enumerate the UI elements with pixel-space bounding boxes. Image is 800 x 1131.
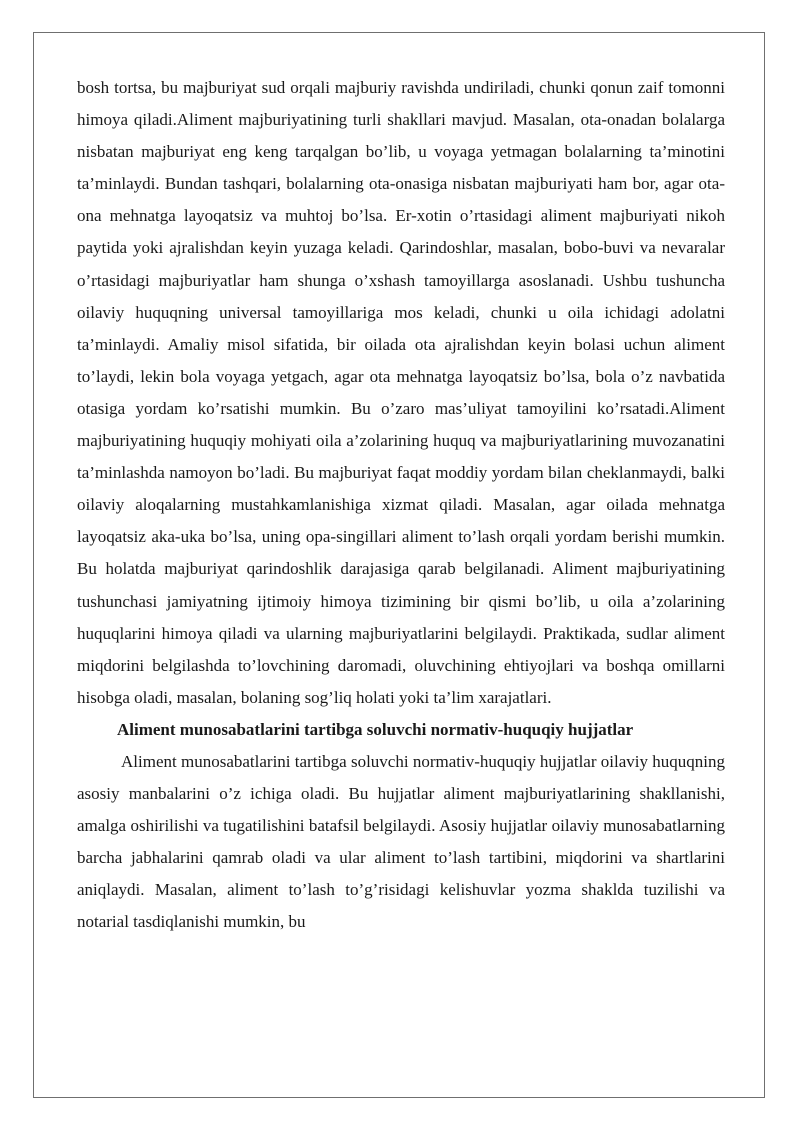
section-heading: Aliment munosabatlarini tartibga soluvchi normativ-huquqiy hujjatlar <box>117 719 634 739</box>
document-body <box>77 72 725 939</box>
body-paragraph: Aliment munosabatlarini tartibga soluvchi normativ-huquqiy hujjatlar oilaviy huquqning asosiy manbalarini o’z ichiga oladi. Bu hujjatlar aliment majburiyatlarining shakllanishi, amalga oshirilishi va tugatilishini batafsil belgilaydi. Asosiy hujjatlar oilaviy munosabatlarning barcha jabhalarini qamrab oladi va ular aliment to’lash tartibini, miqdorini va shartlarini aniqlaydi. Masalan, aliment to’lash to’g’risidagi kelishuvlar yozma shaklda tuzilishi va notarial tasdiqlanishi mumkin, bu <box>77 751 725 932</box>
body-paragraph: bosh tortsa, bu majburiyat sud orqali majburiy ravishda undiriladi, chunki qonun zaif tomonni himoya qiladi.Aliment majburiyatining turli shakllari mavjud. Masalan, ota-onadan bolalarga nisbatan majburiyat eng keng tarqalgan bo’lib, u voyaga yetmagan bolalarning ta’minotini ta’minlaydi. Bundan tashqari, bolalarning ota-onasiga nisbatan majburiyati ham bor, agar ota-ona mehnatga layoqatsiz va muhtoj bo’lsa. Er-xotin o’rtasidagi aliment majburiyati nikoh paytida yoki ajralishdan keyin yuzaga keladi. Qarindoshlar, masalan, bobo-buvi va nevaralar o’rtasidagi majburiyatlar ham shunga o’xshash tamoyillarga asoslanadi. Ushbu tushuncha oilaviy huquqning universal tamoyillariga mos keladi, chunki u oila ichidagi adolatni ta’minlaydi. Amaliy misol sifatida, bir oilada ota ajralishdan keyin bolasi uchun aliment to’laydi, lekin bola voyaga yetgach, agar ota mehnatga layoqatsiz bo’lsa, bola o’z navbatida otasiga yordam ko’rsatishi mumkin. Bu o’zaro mas’uliyat tamoyilini ko’rsatadi.Aliment majburiyatining huquqiy mohiyati oila a’zolarining huquq va majburiyatlarining muvozanatini ta’minlashda namoyon bo’ladi. Bu majburiyat faqat moddiy yordam bilan cheklanmaydi, balki oilaviy aloqalarning mustahkamlanishiga xizmat qiladi. Masalan, agar oilada mehnatga layoqatsiz aka-uka bo’lsa, uning opa-singillari aliment to’lash orqali yordam berishi mumkin. Bu holatda majburiyat qarindoshlik darajasiga qarab belgilanadi. Aliment majburiyatining tushunchasi jamiyatning ijtimoiy himoya tizimining bir qismi bo’lib, u oila a’zolarining huquqlarini himoya qiladi va ularning majburiyatlarini belgilaydi. Praktikada, sudlar aliment miqdorini belgilashda to’lovchining daromadi, oluvchining ehtiyojlari va boshqa omillarni hisobga oladi, masalan, bolaning sog’liq holati yoki ta’lim xarajatlari. <box>77 78 725 707</box>
